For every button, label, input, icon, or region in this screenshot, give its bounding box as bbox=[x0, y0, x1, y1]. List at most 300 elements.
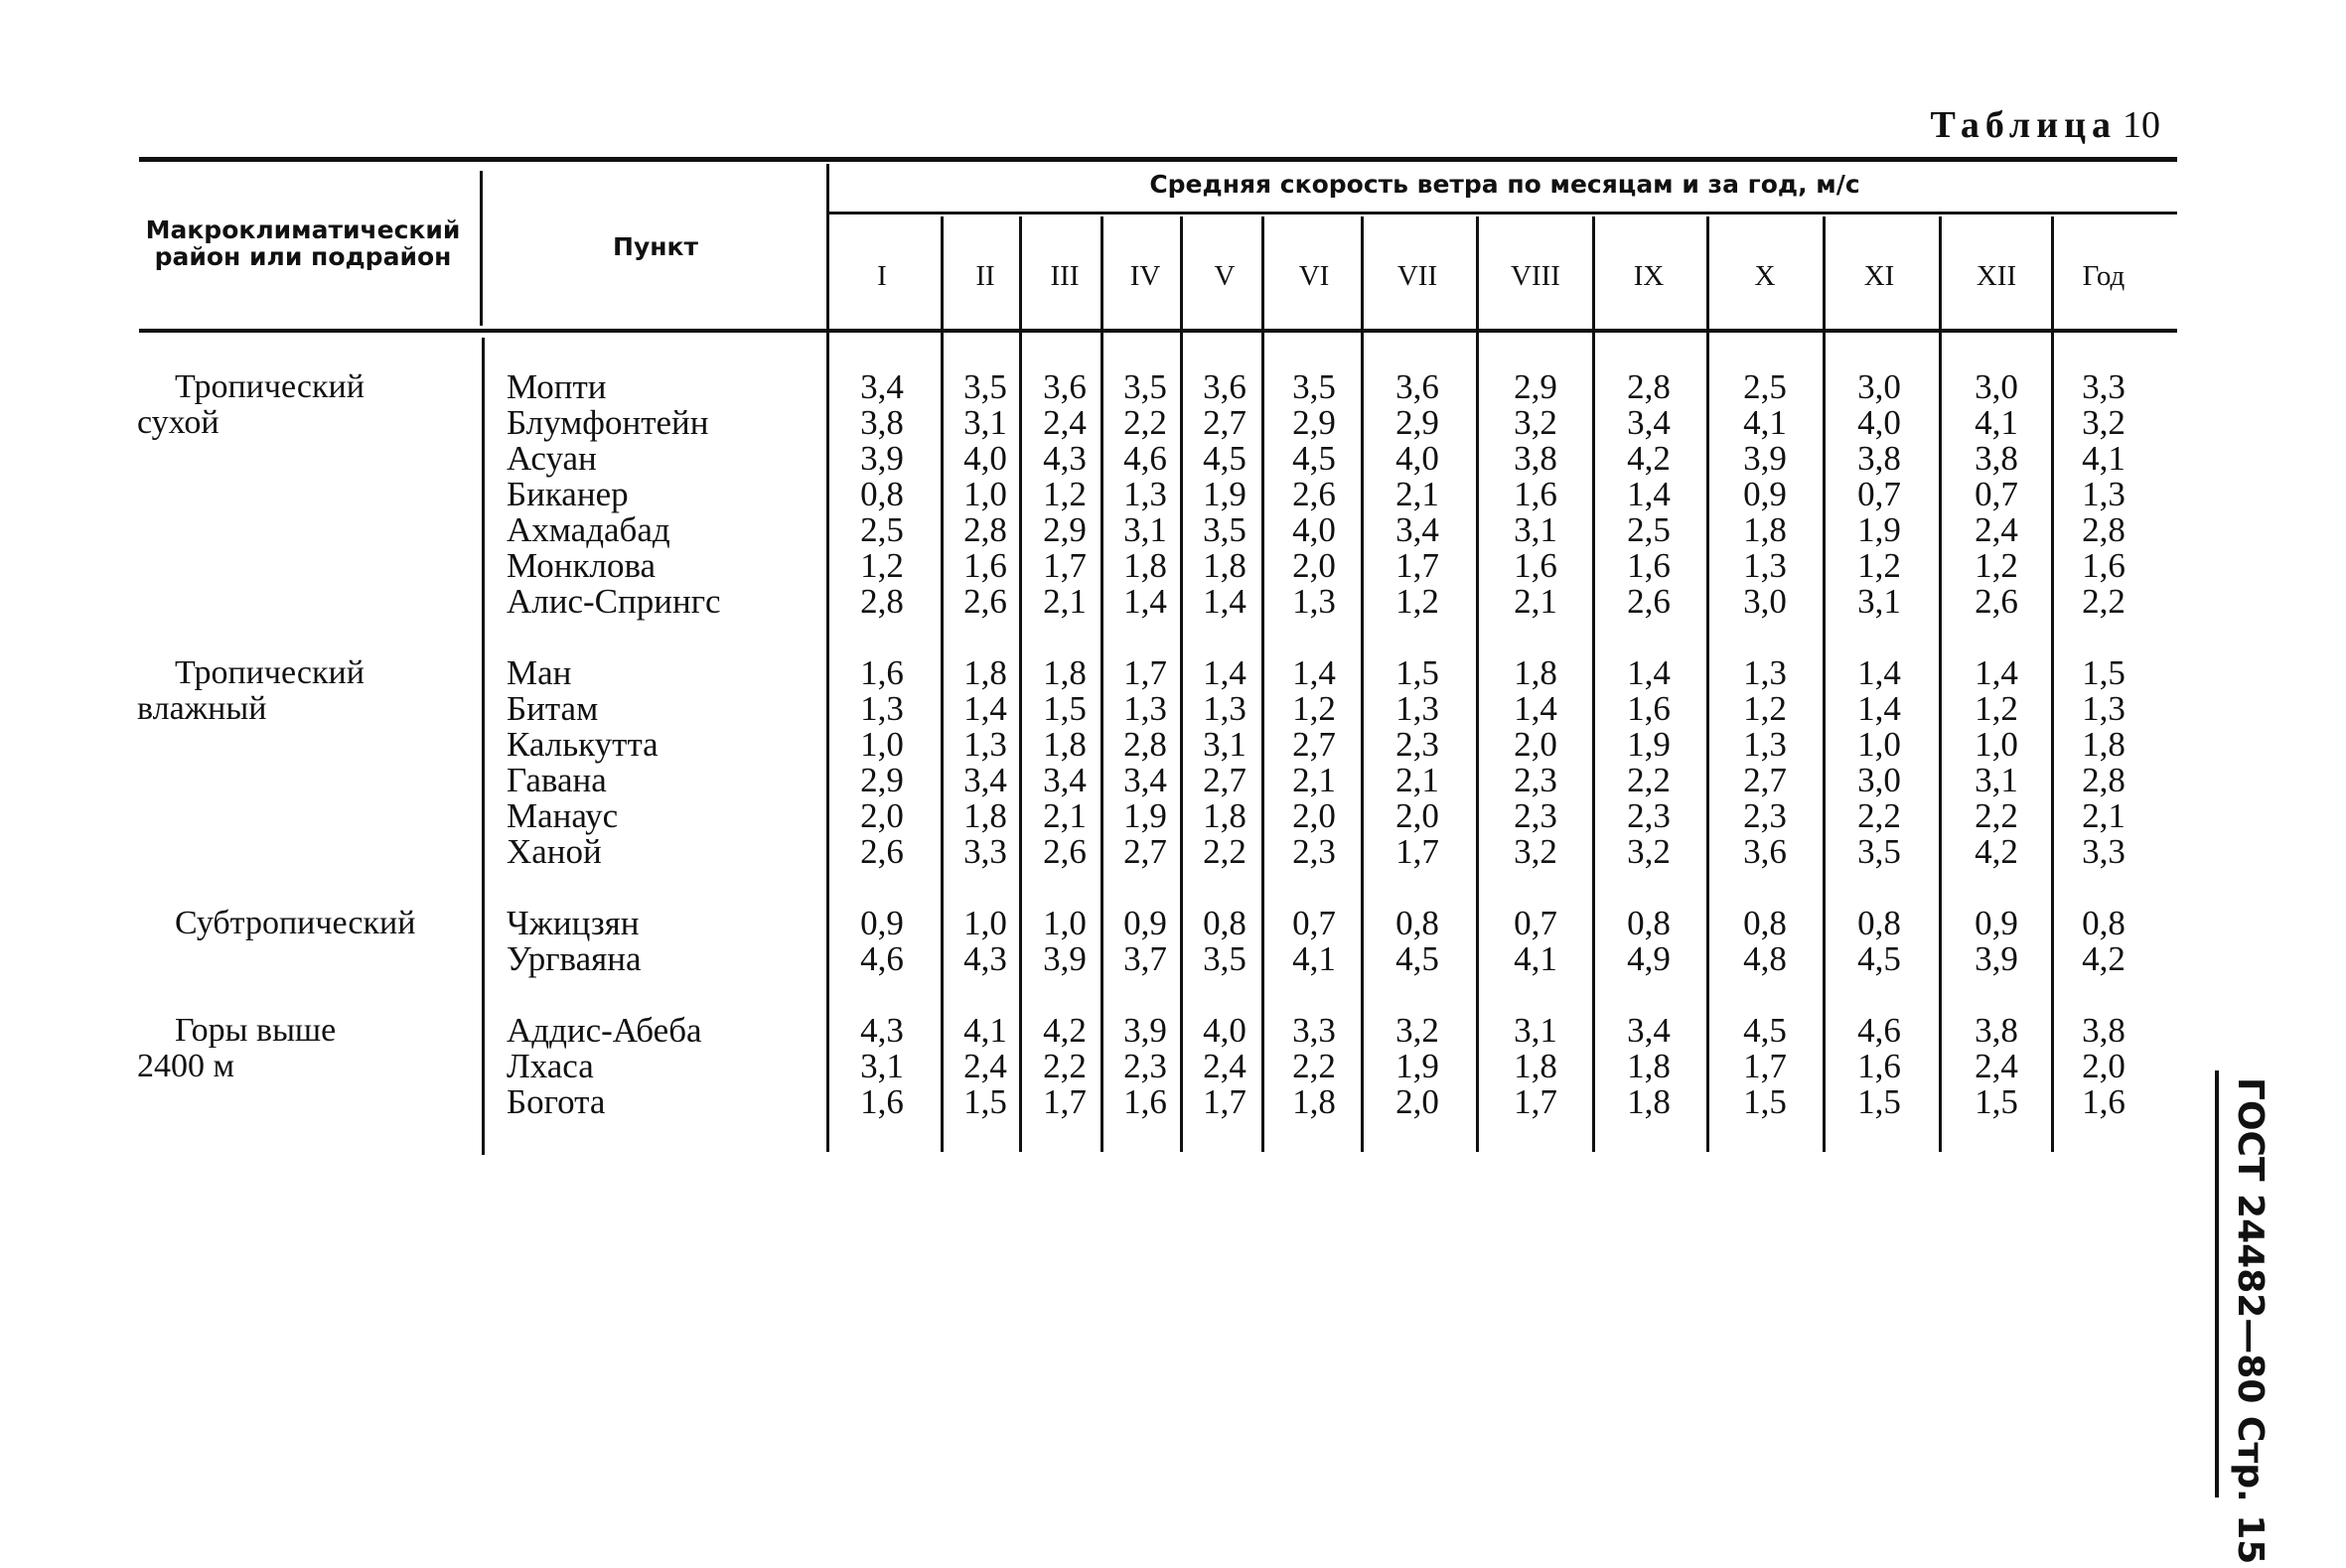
value-cell: 3,8 bbox=[2082, 1011, 2126, 1050]
value-cell: 2,4 bbox=[1975, 510, 2018, 549]
table-row bbox=[0, 798, 2346, 834]
value-cell: 2,6 bbox=[1975, 582, 2018, 621]
value-cell: 0,9 bbox=[1975, 904, 2018, 942]
value-cell: 4,5 bbox=[1203, 439, 1246, 478]
header-region-line1: Макроклиматический bbox=[145, 215, 461, 244]
header-wind-speed: Средняя скорость ветра по месяцам и за год, м/с bbox=[1149, 170, 1860, 199]
value-cell: 1,3 bbox=[1743, 546, 1787, 585]
value-cell: 4,2 bbox=[1043, 1011, 1087, 1050]
value-cell: 2,8 bbox=[1123, 725, 1167, 764]
value-cell: 1,6 bbox=[963, 546, 1007, 585]
value-cell: 1,6 bbox=[860, 653, 904, 692]
value-cell: 4,1 bbox=[1975, 403, 2018, 442]
table-row bbox=[0, 1013, 2346, 1049]
value-cell: 3,2 bbox=[1514, 403, 1557, 442]
value-cell: 3,3 bbox=[2082, 832, 2126, 871]
value-cell: 1,7 bbox=[1043, 1082, 1087, 1121]
value-cell: 2,1 bbox=[1043, 582, 1087, 621]
value-cell: 1,8 bbox=[1743, 510, 1787, 549]
value-cell: 3,9 bbox=[1043, 939, 1087, 978]
value-cell: 1,2 bbox=[1743, 689, 1787, 728]
value-cell: 2,3 bbox=[1292, 832, 1336, 871]
value-cell: 1,5 bbox=[1743, 1082, 1787, 1121]
value-cell: 1,8 bbox=[1203, 546, 1246, 585]
value-cell: 1,3 bbox=[1743, 653, 1787, 692]
value-cell: 3,4 bbox=[1043, 761, 1087, 799]
value-cell: 2,5 bbox=[1627, 510, 1671, 549]
value-cell: 2,1 bbox=[1395, 761, 1439, 799]
value-cell: 2,1 bbox=[1043, 796, 1087, 835]
value-cell: 4,6 bbox=[1857, 1011, 1901, 1050]
value-cell: 1,5 bbox=[963, 1082, 1007, 1121]
value-cell: 2,5 bbox=[860, 510, 904, 549]
value-cell: 2,5 bbox=[1743, 367, 1787, 406]
value-cell: 1,5 bbox=[2082, 653, 2126, 692]
value-cell: 2,4 bbox=[1203, 1047, 1246, 1085]
value-cell: 3,0 bbox=[1857, 761, 1901, 799]
value-cell: 2,3 bbox=[1514, 796, 1557, 835]
value-cell: 1,5 bbox=[1395, 653, 1439, 692]
value-cell: 0,7 bbox=[1857, 475, 1901, 513]
value-cell: 1,8 bbox=[1123, 546, 1167, 585]
value-cell: 2,4 bbox=[963, 1047, 1007, 1085]
value-cell: 2,0 bbox=[1514, 725, 1557, 764]
header-month-1: I bbox=[877, 260, 887, 292]
value-cell: 2,4 bbox=[1043, 403, 1087, 442]
header-month-3: III bbox=[1050, 260, 1080, 292]
value-cell: 1,9 bbox=[1203, 475, 1246, 513]
value-cell: 1,7 bbox=[1743, 1047, 1787, 1085]
value-cell: 4,1 bbox=[1514, 939, 1557, 978]
value-cell: 2,0 bbox=[1292, 546, 1336, 585]
table-row bbox=[0, 584, 2346, 620]
value-cell: 4,5 bbox=[1292, 439, 1336, 478]
value-cell: 2,2 bbox=[1123, 403, 1167, 442]
value-cell: 4,3 bbox=[1043, 439, 1087, 478]
value-cell: 3,0 bbox=[1975, 367, 2018, 406]
table-row bbox=[0, 548, 2346, 584]
value-cell: 2,3 bbox=[1395, 725, 1439, 764]
value-cell: 3,1 bbox=[963, 403, 1007, 442]
value-cell: 1,6 bbox=[1627, 689, 1671, 728]
value-cell: 1,3 bbox=[963, 725, 1007, 764]
place-name: Биканер bbox=[507, 475, 629, 513]
header-month-9: IX bbox=[1633, 260, 1665, 292]
value-cell: 0,7 bbox=[1292, 904, 1336, 942]
value-cell: 1,3 bbox=[1123, 689, 1167, 728]
value-cell: 1,8 bbox=[1514, 653, 1557, 692]
value-cell: 3,3 bbox=[963, 832, 1007, 871]
value-cell: 0,9 bbox=[860, 904, 904, 942]
value-cell: 1,7 bbox=[1043, 546, 1087, 585]
value-cell: 3,8 bbox=[1975, 1011, 2018, 1050]
value-cell: 3,9 bbox=[1743, 439, 1787, 478]
value-cell: 1,2 bbox=[1975, 546, 2018, 585]
table-row bbox=[0, 441, 2346, 477]
value-cell: 3,4 bbox=[1627, 403, 1671, 442]
value-cell: 0,9 bbox=[1743, 475, 1787, 513]
value-cell: 3,1 bbox=[1857, 582, 1901, 621]
value-cell: 0,8 bbox=[1395, 904, 1439, 942]
value-cell: 2,0 bbox=[2082, 1047, 2126, 1085]
value-cell: 2,8 bbox=[2082, 510, 2126, 549]
value-cell: 3,5 bbox=[1203, 939, 1246, 978]
value-cell: 1,2 bbox=[1857, 546, 1901, 585]
value-cell: 4,2 bbox=[2082, 939, 2126, 978]
value-cell: 4,0 bbox=[1292, 510, 1336, 549]
value-cell: 2,1 bbox=[1395, 475, 1439, 513]
table-title-label: Таблица bbox=[1930, 104, 2117, 146]
value-cell: 1,4 bbox=[1975, 653, 2018, 692]
value-cell: 1,8 bbox=[1627, 1047, 1671, 1085]
value-cell: 4,0 bbox=[1395, 439, 1439, 478]
value-cell: 4,5 bbox=[1395, 939, 1439, 978]
value-cell: 2,3 bbox=[1627, 796, 1671, 835]
value-cell: 4,2 bbox=[1975, 832, 2018, 871]
value-cell: 3,4 bbox=[963, 761, 1007, 799]
value-cell: 1,3 bbox=[2082, 475, 2126, 513]
value-cell: 2,8 bbox=[963, 510, 1007, 549]
value-cell: 2,7 bbox=[1203, 403, 1246, 442]
value-cell: 3,2 bbox=[1514, 832, 1557, 871]
value-cell: 1,8 bbox=[1043, 725, 1087, 764]
value-cell: 1,4 bbox=[1514, 689, 1557, 728]
value-cell: 1,3 bbox=[1123, 475, 1167, 513]
value-cell: 4,6 bbox=[1123, 439, 1167, 478]
value-cell: 1,4 bbox=[1627, 653, 1671, 692]
value-cell: 2,0 bbox=[1395, 1082, 1439, 1121]
table-row bbox=[0, 405, 2346, 441]
table-row bbox=[0, 1049, 2346, 1084]
header-month-6: VI bbox=[1298, 260, 1330, 292]
value-cell: 1,6 bbox=[1514, 546, 1557, 585]
place-name: Ханой bbox=[507, 832, 602, 871]
value-cell: 2,7 bbox=[1123, 832, 1167, 871]
place-name: Аддис-Абеба bbox=[507, 1011, 702, 1050]
value-cell: 3,0 bbox=[1743, 582, 1787, 621]
value-cell: 1,7 bbox=[1203, 1082, 1246, 1121]
header-month-4: IV bbox=[1129, 260, 1161, 292]
value-cell: 2,9 bbox=[1043, 510, 1087, 549]
value-cell: 3,7 bbox=[1123, 939, 1167, 978]
region-group bbox=[0, 1013, 2346, 1120]
value-cell: 4,3 bbox=[860, 1011, 904, 1050]
header-month-7: VII bbox=[1396, 260, 1438, 292]
value-cell: 1,5 bbox=[1857, 1082, 1901, 1121]
value-cell: 3,5 bbox=[1292, 367, 1336, 406]
value-cell: 3,4 bbox=[1395, 510, 1439, 549]
header-month-13: Год bbox=[2082, 260, 2126, 292]
value-cell: 3,8 bbox=[1514, 439, 1557, 478]
value-cell: 1,8 bbox=[963, 653, 1007, 692]
value-cell: 3,5 bbox=[1203, 510, 1246, 549]
top-rule bbox=[139, 157, 2177, 162]
value-cell: 3,1 bbox=[1203, 725, 1246, 764]
value-cell: 1,6 bbox=[1857, 1047, 1901, 1085]
value-cell: 3,6 bbox=[1743, 832, 1787, 871]
value-cell: 2,1 bbox=[2082, 796, 2126, 835]
value-cell: 1,0 bbox=[963, 475, 1007, 513]
value-cell: 1,5 bbox=[1975, 1082, 2018, 1121]
value-cell: 1,8 bbox=[1514, 1047, 1557, 1085]
value-cell: 1,3 bbox=[2082, 689, 2126, 728]
place-name: Калькутта bbox=[507, 725, 659, 764]
value-cell: 3,4 bbox=[1123, 761, 1167, 799]
value-cell: 1,8 bbox=[1203, 796, 1246, 835]
table-row bbox=[0, 477, 2346, 512]
value-cell: 2,2 bbox=[1292, 1047, 1336, 1085]
value-cell: 2,9 bbox=[860, 761, 904, 799]
value-cell: 1,5 bbox=[1043, 689, 1087, 728]
value-cell: 3,3 bbox=[2082, 367, 2126, 406]
value-cell: 1,7 bbox=[1123, 653, 1167, 692]
value-cell: 1,9 bbox=[1627, 725, 1671, 764]
table-row bbox=[0, 763, 2346, 798]
value-cell: 0,8 bbox=[1857, 904, 1901, 942]
table-row bbox=[0, 1084, 2346, 1120]
value-cell: 2,7 bbox=[1203, 761, 1246, 799]
table-number: 10 bbox=[2123, 104, 2160, 146]
value-cell: 3,2 bbox=[2082, 403, 2126, 442]
region-name-line2: 2400 м bbox=[137, 1048, 235, 1084]
table-row bbox=[0, 834, 2346, 870]
value-cell: 3,5 bbox=[963, 367, 1007, 406]
place-name: Богота bbox=[507, 1082, 606, 1121]
value-cell: 3,8 bbox=[860, 403, 904, 442]
value-cell: 3,2 bbox=[1395, 1011, 1439, 1050]
value-cell: 1,6 bbox=[2082, 546, 2126, 585]
place-name: Алис-Спрингс bbox=[507, 582, 721, 621]
value-cell: 2,7 bbox=[1743, 761, 1787, 799]
value-cell: 1,9 bbox=[1395, 1047, 1439, 1085]
value-cell: 2,2 bbox=[2082, 582, 2126, 621]
value-cell: 4,5 bbox=[1743, 1011, 1787, 1050]
value-cell: 1,8 bbox=[2082, 725, 2126, 764]
value-cell: 0,9 bbox=[1123, 904, 1167, 942]
value-cell: 2,8 bbox=[1627, 367, 1671, 406]
value-cell: 0,8 bbox=[2082, 904, 2126, 942]
value-cell: 1,9 bbox=[1857, 510, 1901, 549]
value-cell: 4,0 bbox=[1857, 403, 1901, 442]
value-cell: 1,8 bbox=[1292, 1082, 1336, 1121]
value-cell: 3,2 bbox=[1627, 832, 1671, 871]
value-cell: 0,8 bbox=[860, 475, 904, 513]
value-cell: 2,2 bbox=[1203, 832, 1246, 871]
value-cell: 4,6 bbox=[860, 939, 904, 978]
value-cell: 3,1 bbox=[860, 1047, 904, 1085]
value-cell: 2,7 bbox=[1292, 725, 1336, 764]
header-subrule bbox=[829, 212, 2177, 214]
value-cell: 3,3 bbox=[1292, 1011, 1336, 1050]
place-name: Мопти bbox=[507, 367, 607, 406]
value-cell: 1,8 bbox=[1043, 653, 1087, 692]
value-cell: 3,8 bbox=[1857, 439, 1901, 478]
value-cell: 1,2 bbox=[1043, 475, 1087, 513]
value-cell: 1,3 bbox=[1203, 689, 1246, 728]
value-cell: 4,1 bbox=[1292, 939, 1336, 978]
value-cell: 1,6 bbox=[2082, 1082, 2126, 1121]
value-cell: 4,1 bbox=[963, 1011, 1007, 1050]
table-title bbox=[1857, 103, 2160, 147]
value-cell: 1,2 bbox=[1292, 689, 1336, 728]
value-cell: 1,4 bbox=[1857, 653, 1901, 692]
region-group bbox=[0, 655, 2346, 870]
value-cell: 3,0 bbox=[1857, 367, 1901, 406]
value-cell: 2,4 bbox=[1975, 1047, 2018, 1085]
value-cell: 1,7 bbox=[1514, 1082, 1557, 1121]
region-group bbox=[0, 369, 2346, 620]
value-cell: 3,1 bbox=[1514, 1011, 1557, 1050]
value-cell: 1,3 bbox=[1395, 689, 1439, 728]
header-month-2: II bbox=[975, 260, 995, 292]
value-cell: 1,2 bbox=[1975, 689, 2018, 728]
place-name: Ман bbox=[507, 653, 572, 692]
header-bottom-rule bbox=[139, 329, 2177, 333]
value-cell: 3,9 bbox=[860, 439, 904, 478]
value-cell: 1,3 bbox=[1292, 582, 1336, 621]
value-cell: 0,8 bbox=[1203, 904, 1246, 942]
value-cell: 1,8 bbox=[1627, 1082, 1671, 1121]
header-month-10: X bbox=[1754, 260, 1776, 292]
value-cell: 4,1 bbox=[1743, 403, 1787, 442]
table-row bbox=[0, 941, 2346, 977]
value-cell: 1,4 bbox=[1203, 582, 1246, 621]
value-cell: 1,4 bbox=[1627, 475, 1671, 513]
region-name-line1: Горы выше bbox=[175, 1012, 337, 1049]
header-month-8: VIII bbox=[1511, 260, 1560, 292]
value-cell: 1,9 bbox=[1123, 796, 1167, 835]
value-cell: 2,6 bbox=[1627, 582, 1671, 621]
value-cell: 3,5 bbox=[1857, 832, 1901, 871]
value-cell: 2,6 bbox=[860, 832, 904, 871]
header-month-11: XI bbox=[1863, 260, 1895, 292]
value-cell: 1,2 bbox=[1395, 582, 1439, 621]
value-cell: 2,3 bbox=[1123, 1047, 1167, 1085]
place-name: Ахмадабад bbox=[507, 510, 670, 549]
value-cell: 2,9 bbox=[1292, 403, 1336, 442]
value-cell: 2,9 bbox=[1514, 367, 1557, 406]
value-cell: 0,8 bbox=[1627, 904, 1671, 942]
value-cell: 1,4 bbox=[1123, 582, 1167, 621]
value-cell: 2,6 bbox=[1292, 475, 1336, 513]
value-cell: 3,9 bbox=[1123, 1011, 1167, 1050]
place-name: Гавана bbox=[507, 761, 607, 799]
value-cell: 1,4 bbox=[963, 689, 1007, 728]
table-row bbox=[0, 727, 2346, 763]
value-cell: 2,0 bbox=[1395, 796, 1439, 835]
value-cell: 2,2 bbox=[1857, 796, 1901, 835]
value-cell: 0,7 bbox=[1975, 475, 2018, 513]
table-row bbox=[0, 512, 2346, 548]
value-cell: 0,8 bbox=[1743, 904, 1787, 942]
value-cell: 4,0 bbox=[963, 439, 1007, 478]
value-cell: 1,3 bbox=[1743, 725, 1787, 764]
value-cell: 1,3 bbox=[860, 689, 904, 728]
place-name: Битам bbox=[507, 689, 599, 728]
place-name: Лхаса bbox=[507, 1047, 594, 1085]
value-cell: 2,1 bbox=[1514, 582, 1557, 621]
value-cell: 3,6 bbox=[1043, 367, 1087, 406]
region-name-line1: Тропический bbox=[175, 368, 365, 405]
value-cell: 2,6 bbox=[963, 582, 1007, 621]
region-group bbox=[0, 906, 2346, 977]
value-cell: 2,8 bbox=[860, 582, 904, 621]
value-cell: 2,0 bbox=[1292, 796, 1336, 835]
value-cell: 4,9 bbox=[1627, 939, 1671, 978]
place-name: Ургваяна bbox=[507, 939, 642, 978]
region-name-line1: Субтропический bbox=[175, 905, 416, 941]
value-cell: 2,1 bbox=[1292, 761, 1336, 799]
value-cell: 1,6 bbox=[860, 1082, 904, 1121]
place-name: Асуан bbox=[507, 439, 597, 478]
value-cell: 1,7 bbox=[1395, 546, 1439, 585]
value-cell: 1,0 bbox=[1043, 904, 1087, 942]
value-cell: 4,0 bbox=[1203, 1011, 1246, 1050]
value-cell: 4,2 bbox=[1627, 439, 1671, 478]
value-cell: 3,1 bbox=[1975, 761, 2018, 799]
value-cell: 1,6 bbox=[1123, 1082, 1167, 1121]
header-month-12: XII bbox=[1976, 260, 2017, 292]
place-name: Чжицзян bbox=[507, 904, 640, 942]
table-row bbox=[0, 906, 2346, 941]
value-cell: 1,4 bbox=[1292, 653, 1336, 692]
place-name: Манаус bbox=[507, 796, 619, 835]
value-cell: 1,0 bbox=[860, 725, 904, 764]
header-region bbox=[139, 216, 467, 270]
place-name: Блумфонтейн bbox=[507, 403, 709, 442]
value-cell: 3,8 bbox=[1975, 439, 2018, 478]
region-name-line2: влажный bbox=[137, 690, 267, 727]
value-cell: 2,2 bbox=[1975, 796, 2018, 835]
table-row bbox=[0, 655, 2346, 691]
value-cell: 2,3 bbox=[1514, 761, 1557, 799]
value-cell: 2,9 bbox=[1395, 403, 1439, 442]
header-region-line2: район или подрайон bbox=[154, 242, 452, 271]
region-name-line2: сухой bbox=[137, 404, 220, 441]
value-cell: 1,0 bbox=[1975, 725, 2018, 764]
page-marker-rule bbox=[2215, 1070, 2219, 1497]
value-cell: 3,6 bbox=[1203, 367, 1246, 406]
value-cell: 3,5 bbox=[1123, 367, 1167, 406]
value-cell: 2,0 bbox=[860, 796, 904, 835]
value-cell: 2,8 bbox=[2082, 761, 2126, 799]
value-cell: 1,4 bbox=[1857, 689, 1901, 728]
page-marker: ГОСТ 24482—80 Стр. 15 bbox=[2230, 1077, 2271, 1565]
value-cell: 0,7 bbox=[1514, 904, 1557, 942]
value-cell: 3,1 bbox=[1514, 510, 1557, 549]
value-cell: 2,3 bbox=[1743, 796, 1787, 835]
value-cell: 4,8 bbox=[1743, 939, 1787, 978]
value-cell: 4,1 bbox=[2082, 439, 2126, 478]
value-cell: 3,6 bbox=[1395, 367, 1439, 406]
value-cell: 1,6 bbox=[1514, 475, 1557, 513]
value-cell: 1,8 bbox=[963, 796, 1007, 835]
value-cell: 3,4 bbox=[860, 367, 904, 406]
value-cell: 2,6 bbox=[1043, 832, 1087, 871]
value-cell: 2,2 bbox=[1627, 761, 1671, 799]
region-name-line1: Тропический bbox=[175, 654, 365, 691]
value-cell: 4,3 bbox=[963, 939, 1007, 978]
value-cell: 1,6 bbox=[1627, 546, 1671, 585]
table-row bbox=[0, 369, 2346, 405]
value-cell: 4,5 bbox=[1857, 939, 1901, 978]
value-cell: 3,9 bbox=[1975, 939, 2018, 978]
value-cell: 2,2 bbox=[1043, 1047, 1087, 1085]
value-cell: 1,0 bbox=[1857, 725, 1901, 764]
value-cell: 1,4 bbox=[1203, 653, 1246, 692]
col-divider-region bbox=[480, 171, 483, 326]
place-name: Монклова bbox=[507, 546, 657, 585]
